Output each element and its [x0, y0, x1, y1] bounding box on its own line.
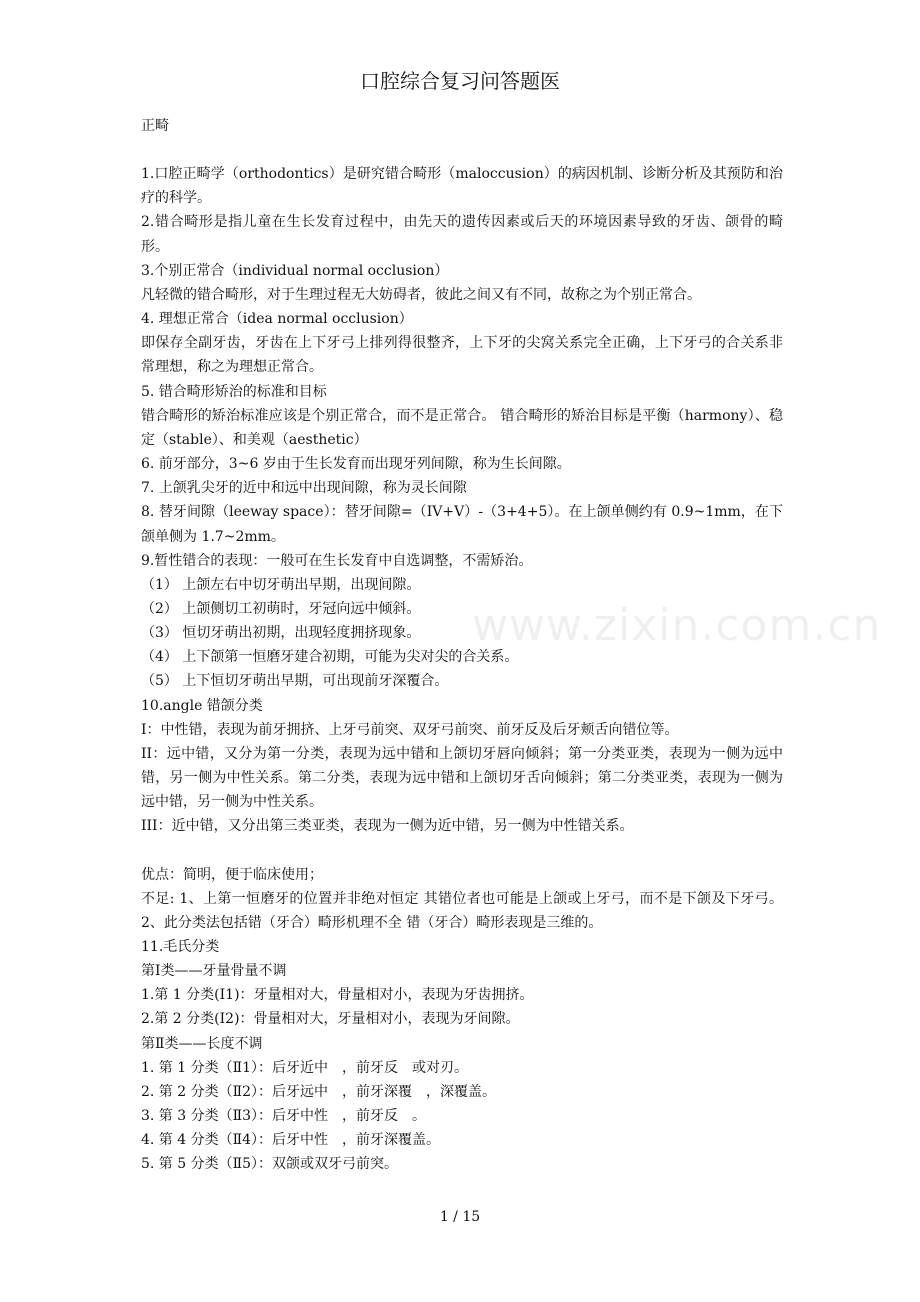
paragraph: 1. 第 1 分类（Ⅱ1）：后牙近中 ，前牙反 或对刃。 [141, 1059, 469, 1076]
paragraph: 10.angle 错颌分类 [141, 697, 263, 714]
paragraph: 1.口腔正畸学（orthodontics）是研究错合畸形（maloccusion）的病因机制、诊断分析及其预防和治疗的科学。 [141, 166, 783, 207]
paragraph: 7. 上颌乳尖牙的近中和远中出现间隙，称为灵长间隙 [141, 480, 467, 497]
paragraph: 第Ⅰ类——牙量骨量不调 [141, 963, 287, 980]
paragraph: 凡轻微的错合畸形，对于生理过程无大妨碍者，彼此之间又有不同，故称之为个别正常合。 [141, 286, 701, 303]
paragraph: 2.第 2 分类(Ⅰ2)：骨量相对大，牙量相对小，表现为牙间隙。 [141, 1011, 520, 1028]
paragraph: 1.第 1 分类(Ⅰ1)：牙量相对大，骨量相对小，表现为牙齿拥挤。 [141, 987, 534, 1004]
paragraph: 4. 理想正常合（idea normal occlusion） [141, 311, 413, 328]
paragraph: II：远中错，又分为第一分类，表现为远中错和上颌切牙唇向倾斜；第一分类亚类，表现为一侧为远中错，另一侧为中性关系。第二分类，表现为远中错和上颌切牙舌向倾斜；第二分类亚类，表现为一侧为远中错，另一侧为中性关系。 [141, 745, 783, 811]
section-heading: 正畸 [141, 118, 169, 134]
paragraph: 即保存全副牙齿，牙齿在上下牙弓上排列得很整齐，上下牙的尖窝关系完全正确，上下牙弓的合关系非常理想，称之为理想正常合。 [141, 335, 783, 376]
paragraph: 不足: 1、上第一恒磨牙的位置并非绝对恒定 其错位者也可能是上颌或上牙弓，而不是下颌及下牙弓。 2、此分类法包括错（牙合）畸形机理不全 错（牙合）畸形表现是三维的。 [141, 890, 783, 931]
paragraph: （3） 恒切牙萌出初期，出现轻度拥挤现象。 [141, 625, 421, 642]
paragraph: 错合畸形的矫治标准应该是个别正常合，而不是正常合。 错合畸形的矫治目标是平衡（harmony）、稳定（stable）、和美观（aesthetic） [141, 407, 783, 448]
document-title: 口腔综合复习问答题医 [360, 69, 560, 93]
document-body [141, 114, 783, 1177]
page-number: 1 / 15 [439, 1209, 481, 1225]
paragraph: 3.个别正常合（individual normal occlusion） [141, 262, 449, 279]
paragraph: 4. 第 4 分类（Ⅱ4）：后牙中性 ，前牙深覆盖。 [141, 1132, 441, 1149]
paragraph: 2. 第 2 分类（Ⅱ2）：后牙远中 ，前牙深覆 ，深覆盖。 [141, 1083, 497, 1100]
paragraph: （1） 上颌左右中切牙萌出早期，出现间隙。 [141, 576, 421, 593]
paragraph: （4） 上下颌第一恒磨牙建合初期，可能为尖对尖的合关系。 [141, 649, 519, 666]
watermark-text: www.zixin.com.cn [472, 600, 882, 651]
paragraph [141, 839, 783, 863]
paragraph: I：中性错，表现为前牙拥挤、上牙弓前突、双牙弓前突、前牙反及后牙颊舌向错位等。 [141, 721, 679, 738]
paragraph: （5） 上下恒切牙萌出早期，可出现前牙深覆合。 [141, 673, 449, 690]
paragraph: 5. 错合畸形矫治的标准和目标 [141, 383, 327, 400]
paragraph: 6. 前牙部分，3~6 岁由于生长发育而出现牙列间隙，称为生长间隙。 [141, 456, 571, 473]
paragraph: 第Ⅱ类——长度不调 [141, 1035, 263, 1052]
paragraph: 8. 替牙间隙（leeway space）：替牙间隙=（IV+V）-（3+4+5）。在上颌单侧约有 0.9~1mm，在下颌单侧为 1.7~2mm。 [141, 504, 783, 545]
paragraph: （2） 上颌侧切工初萌时，牙冠向远中倾斜。 [141, 600, 421, 617]
paragraph: 11.毛氏分类 [141, 939, 220, 955]
paragraph: 优点：简明，便于临床使用； [141, 866, 323, 883]
spacer [141, 138, 783, 162]
paragraph: 5. 第 5 分类（Ⅱ5）：双颌或双牙弓前突。 [141, 1156, 399, 1173]
paragraph: 2.错合畸形是指儿童在生长发育过程中，由先天的遗传因素或后天的环境因素导致的牙齿、颌骨的畸形。 [141, 214, 783, 255]
paragraph: III：近中错，又分出第三类亚类，表现为一侧为近中错，另一侧为中性错关系。 [141, 818, 634, 835]
paragraph-list [141, 162, 783, 1176]
paragraph: 3. 第 3 分类（Ⅱ3）：后牙中性 ，前牙反 。 [141, 1108, 427, 1125]
paragraph: 9.暂性错合的表现：一般可在生长发育中自选调整，不需矫治。 [141, 552, 533, 569]
